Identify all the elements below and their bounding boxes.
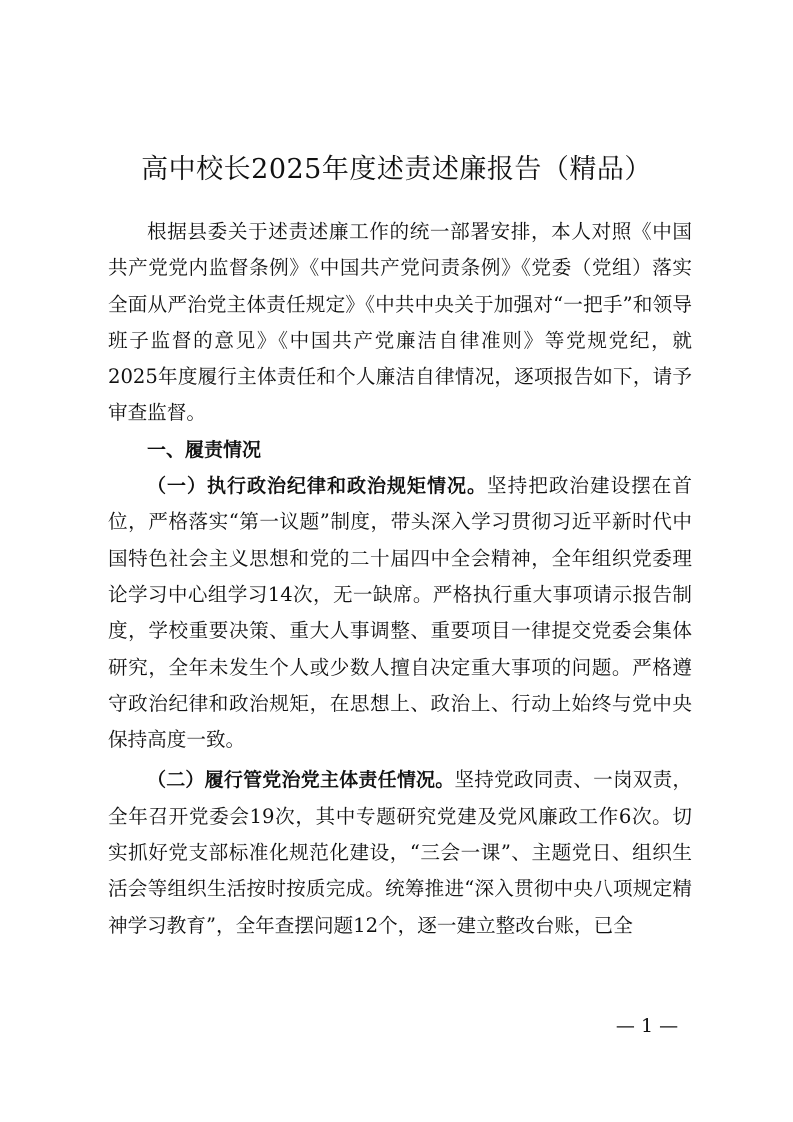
section-heading: 一、履责情况	[147, 438, 262, 461]
paragraph-text: 坚持党政同责、一岗双责，全年召开党委会19次，其中专题研究党建及党风廉政工作6次。切实抓好党支部标准化规范化建设，“三会一课”、主题党日、组织生活会等组织生活按时按质完成。统筹推进“深入贯彻中央八项规定精神学习教育”，全年查摆问题12个，逐一建立整改台账，已全	[108, 768, 692, 937]
paragraph-subheading: （二）履行管党治党主体责任情况。	[147, 769, 455, 792]
section-paragraph	[108, 468, 692, 758]
document-body	[108, 214, 692, 944]
section-paragraph	[108, 762, 692, 943]
page-number: — 1 —	[615, 1015, 679, 1037]
paragraph-subheading: （一）执行政治纪律和政治规矩情况。	[147, 475, 488, 498]
intro-paragraph: 根据县委关于述责述廉工作的统一部署安排，本人对照《中国共产党党内监督条例》《中国共产党问责条例》《党委（党组）落实全面从严治党主体责任规定》《中共中央关于加强对“一把手”和领导班子监督的意见》《中国共产党廉洁自律准则》等党规党纪，就2025年度履行主体责任和个人廉洁自律情况，逐项报告如下，请予审查监督。	[108, 220, 692, 425]
page-title: 高中校长2025年度述责述廉报告（精品）	[141, 154, 652, 185]
paragraph-text: 坚持把政治建设摆在首位，严格落实“第一议题”制度，带头深入学习贯彻习近平新时代中国特色社会主义思想和党的二十届四中全会精神，全年组织党委理论学习中心组学习14次，无一缺席。严格执行重大事项请示报告制度，学校重要决策、重大人事调整、重要项目一律提交党委会集体研究，全年未发生个人或少数人擅自决定重大事项的问题。严格遵守政治纪律和政治规矩，在思想上、政治上、行动上始终与党中央保持高度一致。	[108, 474, 693, 752]
